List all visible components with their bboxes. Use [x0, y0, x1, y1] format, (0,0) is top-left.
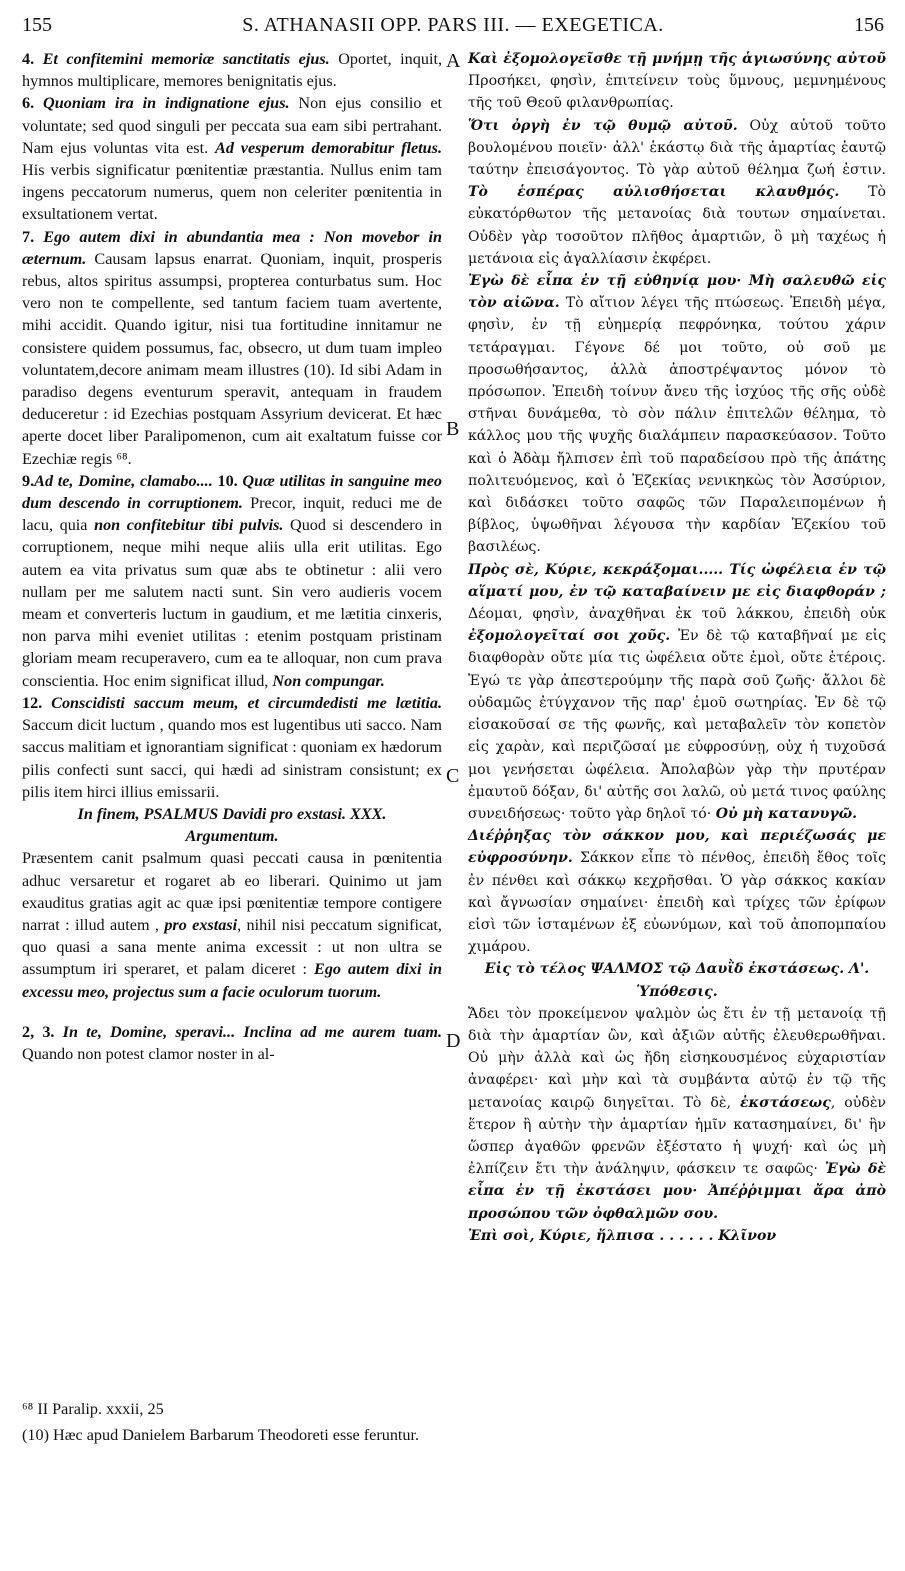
emphasis-run: Ad te, Domine, clamabo....: [34, 471, 218, 490]
emphasis-run: 7.: [22, 227, 35, 246]
emphasis-run: Διέῤῥηξας τὸν σάκκον μου, καὶ περιέζωσάς με εὐφροσύνην.: [468, 828, 886, 867]
text-run: , nihil nisi peccatum significat, quo quasi a sana mente anima excessit : ut non ultra se assumptum iri speraret, et palam diceret :: [22, 915, 442, 979]
footnote-68: ⁶⁸ II Paralip. xxxii, 25: [22, 1400, 164, 1418]
paragraph: [22, 48, 442, 92]
emphasis-run: non confitebitur tibi pulvis.: [94, 516, 284, 535]
text-run: Saccum dicit luctum , quando mos est lugentibus uti sacco. Nam saccus malitiam et ignorantiam significat : quoniam ex hædorum pilis confecti sunt sacci, qui hædi ad sinistram consistunt; ex pilis item hirci illius emissarii.: [22, 716, 442, 801]
emphasis-run: Ἐπὶ σοὶ, Κύριε, ἤλπισα . . . . . . Κλῖνον: [468, 1227, 777, 1244]
emphasis-run: Ἐγὼ δὲ εἶπα ἐν τῇ εὐθηνίᾳ μου· Μὴ σαλευθῶ εἰς τὸν αἰῶνα.: [468, 273, 886, 312]
running-header: [22, 14, 884, 42]
paragraph-gap: [22, 1003, 442, 1021]
emphasis-run: 12.: [22, 693, 43, 712]
emphasis-run: Οὐ μὴ κατανυγῶ.: [715, 805, 858, 822]
emphasis-run: 6.: [22, 94, 35, 113]
emphasis-run: Πρὸς σὲ, Κύριε, κεκράξομαι..... Τίς ὠφέλεια ἐν τῷ αἵματί μου, ἐν τῷ καταβαίνειν με εἰς διαφθοράν ;: [468, 561, 886, 600]
section-heading: [22, 825, 442, 847]
text-run: , οὐδὲν ἕτερον ἢ αὐτὴν τὴν ἁμαρτίαν ἡμῖν κατασημαίνει, δι' ἣν ὥσπερ ἀγαθῶν φρενῶν ἐξέστατο ἡ ψυχή· καὶ ὡς μὴ ἐλπίζειν ἔτι τὴν ἀνάληψιν, φάσκειν τε σαφῶς·: [468, 1094, 886, 1178]
text-run: Ἐν δὲ τῷ καταβῆναί με εἰς διαφθορὰν οὔτε μία τις ὠφέλεια οὔτε ἐμοὶ, οὔτε ἑτέροις. Ἐγώ τε γὰρ ἀπεστερούμην τῆς παρὰ σοῦ ζωῆς· ἄλλοι δὲ οὐδαμῶς ἐτύγχανον τῆς παρ' ἐμοῦ σωτηρίας. Ἐν δὲ τῷ εἰσακοῦσαί σε τῆς φωνῆς, καὶ μεταβαλεῖν τὸν κοπετὸν εἰς χαρὰν, καὶ περιζῶσαί με εὐφροσύνῃ, οὐχ ἡ τυχοῦσά μοι γενήσεται ὠφέλεια. Ἀπολαβὼν γὰρ τὴν πρυτέραν ἐμαυτοῦ δόξαν, δι' αὐτῆς σοι λαλῶ, οὐ μετά τινος φαύλης συνειδήσεως· τοῦτο γὰρ δηλοῖ τό·: [468, 628, 886, 822]
emphasis-run: Ego autem dixi in abundantia mea : Non movebor in æternum.: [22, 227, 442, 268]
greek-column: [468, 48, 886, 1247]
paragraph: [468, 1003, 886, 1225]
paragraph: [468, 825, 886, 958]
paragraph: [468, 270, 886, 559]
paragraph: [468, 48, 886, 115]
text-run: Τὸ εὐκατόρθωτον τῆς μετανοίας διὰ τουτων σημαίνεται. Οὐδὲν γὰρ τοσοῦτον πλῆθος ἁμαρτιῶν, ὃ μὴ ταχέως ἡ μετάνοια εἰς ἀγαλλίασιν ἐκφέρει.: [468, 184, 886, 267]
emphasis-run: pro exstasi: [164, 915, 238, 934]
emphasis-run: Et confitemini memoriæ sanctitatis ejus.: [34, 50, 330, 68]
text-run: Quod si descendero in corruptionem, neque mihi neque aliis ulla erit utilitas. Ego autem ea vita privatus sum quæ abs te obtinetur : alii vero nullam per me salutem nacti sunt. Sin vero audieris vocem meam et converteris luctum in gaudium, et me lætitia cinxeris, non parva mihi eveniet utilitas : etenim postquam pristinam gloriam meam recuperavero, cum ea te alloquar, non cum prava conscientia. Hoc enim significat illud,: [22, 516, 442, 690]
text-run: Precor, inquit, reduci me de lacu, quia: [22, 494, 443, 535]
text-run: Oportet, inquit, hymnos multiplicare, memores benignitatis ejus.: [22, 50, 442, 91]
text-run: Τὸ αἴτιον λέγει τῆς πτώσεως. Ἐπειδὴ μέγα, φησὶν, ἐν τῇ εὐημερίᾳ πεφρόνηκα, τούτου χάριν τετάραγμαι. Γέγονε δέ μοι τοῦτο, οὐ σοῦ με προσωθήσαντος, ἀλλὰ ἀποστρέψαντος μόνον τὸ πρόσωπον. Ἐπειδὴ τοίνυν ἄνευ τῆς ἰσχύος τῆς σῆς οὐδὲ στῆναι δυνάμεθα, τὸ σὸν πάλιν ἐπιτελῶν θέλημα, τὸ κάλλος μου τῆς ψυχῆς διαλάμπειν παρασκεύασον. Τοῦτο καὶ ὁ Ἀδὰμ ἤλπισεν ἐπὶ τοῦ παραδείσου πρὸ τῆς ἀπάτης πολιτευόμενος, καὶ ὁ Ἐζεκίας νενικηκὼς τὸν Ἀσσύριον, καὶ διδάσκει τοῦτο σαφῶς τῶν Παραλειπομένων ἡ βίβλος, ὑψωθῆναι λέγουσα τὴν καρδίαν Ἐζεκίου τοῦ βασιλέως.: [468, 295, 886, 556]
emphasis-run: ἐκστάσεως: [739, 1094, 831, 1111]
paragraph: [22, 470, 442, 692]
emphasis-run: 10.: [217, 471, 238, 490]
paragraph: [22, 847, 442, 1002]
paragraph: [22, 92, 442, 225]
paragraph: [468, 115, 886, 270]
margin-marker-c: C: [446, 765, 460, 787]
latin-column: [22, 48, 442, 1065]
emphasis-run: Ἐγὼ δὲ εἶπα ἐν τῇ ἐκστάσει μου· Ἀπέῤῥιμμαι ἄρα ἀπὸ προσώπου τῶν ὀφθαλμῶν σου.: [468, 1161, 886, 1222]
section-heading: [468, 958, 886, 980]
emphasis-run: Quoniam ira in indignatione ejus.: [34, 94, 290, 113]
emphasis-run: 4.: [22, 50, 35, 68]
paragraph: [468, 559, 886, 825]
margin-marker-a: A: [446, 50, 461, 72]
emphasis-run: Non compungar.: [272, 671, 385, 690]
section-heading: [468, 981, 886, 1003]
text-run: Δέομαι, φησὶν, ἀναχθῆναι ἐκ τοῦ λάκκου, ἐπειδὴ οὐκ: [468, 606, 886, 623]
paragraph: [468, 1225, 886, 1247]
margin-marker-d: D: [446, 1030, 461, 1052]
section-heading: [22, 803, 442, 825]
emphasis-run: In te, Domine, speravi... Inclina ad me aurem tuam.: [54, 1022, 442, 1041]
emphasis-run: Ad vesperum demorabitur fletus.: [215, 138, 442, 157]
emphasis-run: Ego autem dixi in excessu meo, projectus sum a facie oculorum tuorum.: [22, 960, 442, 1001]
emphasis-run: Ὅτι ὀργὴ ἐν τῷ θυμῷ αὐτοῦ.: [468, 117, 738, 134]
margin-marker-b: B: [446, 418, 460, 440]
emphasis-run: Καὶ ἐξομολογεῖσθε τῇ μνήμῃ τῆς ἁγιωσύνης αὐτοῦ: [468, 51, 886, 67]
page-number-right: 156: [854, 14, 884, 36]
emphasis-run: Εἰς τὸ τέλος ΨΑΛΜΟΣ τῷ Δαυῒδ ἐκστάσεως. Λ'.: [484, 961, 870, 978]
paragraph: [22, 1021, 442, 1065]
page-number-left: 155: [22, 14, 52, 36]
text-run: Ἄδει τὸν προκείμενον ψαλμὸν ὡς ἔτι ἐν τῇ μετανοίᾳ τῇ διὰ τὴν ἁμαρτίαν ὢν, καὶ ἀξιῶν αὐτῆς ἐλευθερωθῆναι. Οὐ μὴν ἀλλὰ καὶ ὡς ἤδη εἰσηκουσμένος εὐχαριστίαν ἀναφέρει· καὶ μὴν καὶ τὰ συμβάντα αὐτῷ ἐν τῷ τῆς μετανοίας καιρῷ διηγεῖται. Τὸ δὲ,: [468, 1005, 886, 1111]
text-run: Causam lapsus enarrat. Quoniam, inquit, prosperis rebus, altos spiritus assumpsi, propterea conturbatus sum. Hoc vero non te compellente, sed tantum faciem tuam avertente, mihi accidit. Quando igitur, nisi tua fortitudine innitamur ne consistere quidem possumus, fac, obsecro, ut dum tuam impleo voluntatem,decore animam meam illustres (10). Id sibi Adam in paradiso degens eventurum speravit, antequam in fraudem deduceretur : id Ezechias postquam Assyrium devicerat. Et hæc aperte docet liber Paralipomenon, cum ait exaltatum fuisse cor Ezechiæ regis ⁶⁸.: [22, 249, 442, 468]
paragraph: [22, 692, 442, 803]
text-run: Quando non potest clamor noster in al-: [22, 1044, 275, 1063]
running-title: S. ATHANASII OPP. PARS III. — EXEGETICA.: [242, 14, 664, 36]
text-run: Non ejus consilio et voluntate; sed quod singuli per peccata sua eam sibi pertrahant. Nam ejus voluntas vita est.: [22, 94, 442, 157]
emphasis-run: In finem, PSALMUS Davidi pro exstasi. XXX.: [77, 804, 387, 823]
emphasis-run: ἐξομολογεῖταί σοι χοῦς.: [468, 628, 671, 645]
text-run: His verbis significatur pœnitentiæ præstantia. Nullus enim tam ingens peccatorum numerus, quem non celeriter pœnitentia in exsultationem vertat.: [22, 161, 442, 224]
emphasis-run: 9.: [22, 471, 35, 490]
emphasis-run: Ὑπόθεσις.: [636, 983, 718, 1000]
emphasis-run: Argumentum.: [185, 827, 279, 846]
emphasis-run: Quæ utilitas in sanguine meo dum descendo in corruptionem.: [22, 471, 442, 513]
footnote-10: (10) Hæc apud Danielem Barbarum Theodoreti esse feruntur.: [22, 1426, 420, 1444]
text-run: Προσήκει, φησὶν, ἐπιτείνειν τοὺς ὕμνους, μεμνημένους τῆς τοῦ Θεοῦ φιλανθρωπίας.: [468, 73, 886, 112]
paragraph: [22, 226, 442, 470]
emphasis-run: 2, 3.: [22, 1022, 55, 1041]
text-run: Præsentem canit psalmum quasi peccati causa in pœnitentia adhuc versaretur et rogaret ab eo liberari. Quinimo ut jam exauditus gratias agit ac quæ ipsi pœnitentiæ tempore contigere narrat : illud autem ,: [22, 849, 442, 934]
text-run: Σάκκον εἶπε τὸ πένθος, ἐπειδὴ ἔθος τοῖς ἐν πένθει καὶ σάκκῳ κεχρῆσθαι. Ὁ γὰρ σάκκος κακίαν καὶ ἄγνωσίαν σημαίνει· ἐπειδὴ καὶ τρίχες τῶν ἐρίφων εἰσὶ τῶν ἱσταμένων ἐξ εὐωνύμων, καὶ τοῦ ἀποπομπαίου χιμάρου.: [468, 850, 886, 956]
emphasis-run: Conscidisti saccum meum, et circumdedisti me lætitia.: [42, 693, 442, 712]
emphasis-run: Τὸ ἑσπέρας αὐλισθήσεται κλαυθμός.: [468, 184, 840, 201]
text-run: Οὐχ αὐτοῦ τοῦτο βουλομένου ποιεῖν· ἀλλ' ἑκάστῳ διὰ τῆς ἁμαρτίας ἑαυτῷ ταύτην ἐπεισάγοντος. Τὸ γὰρ αὐτοῦ θέλημα ζωή ἐστιν.: [468, 117, 887, 179]
